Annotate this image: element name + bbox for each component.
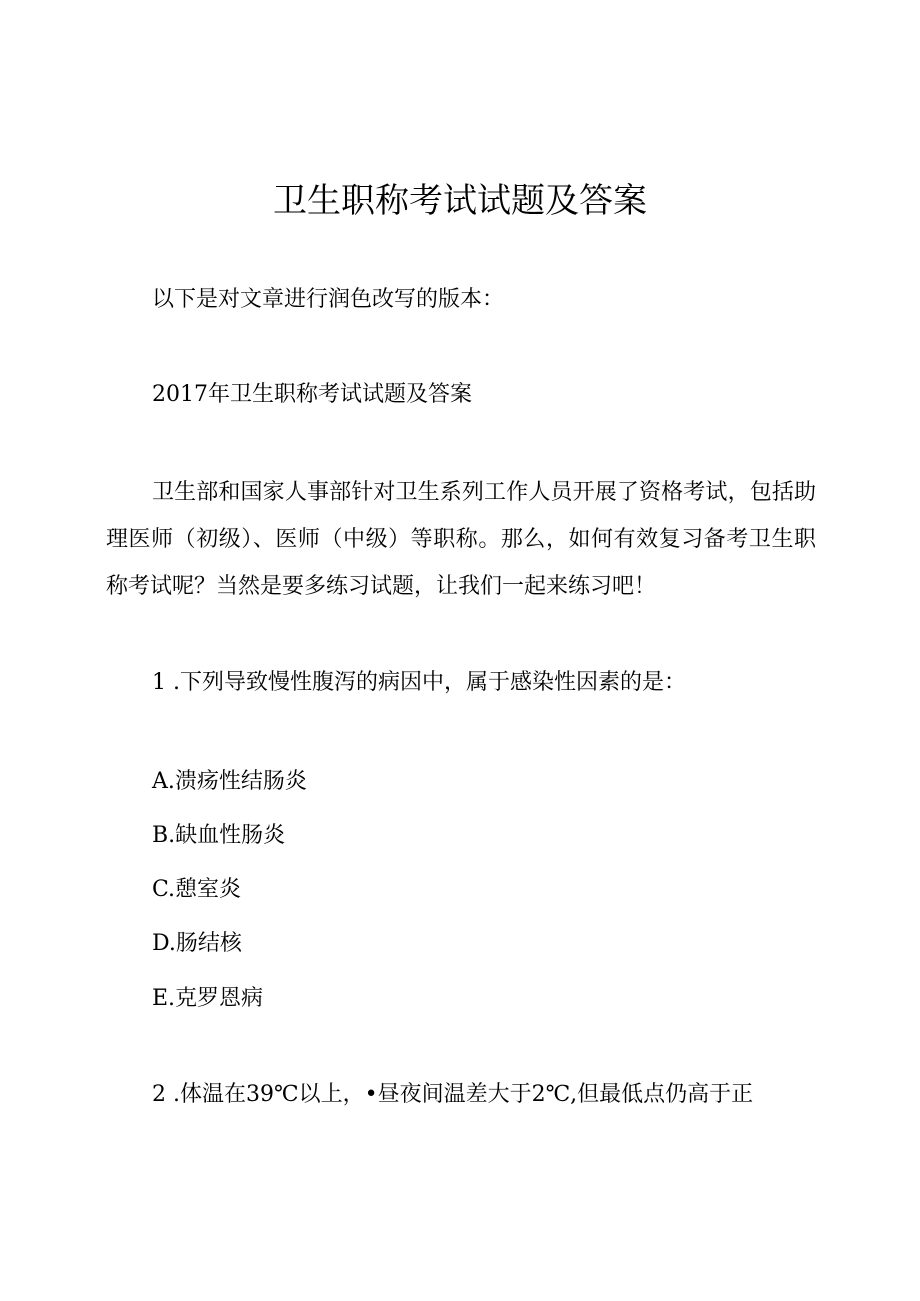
question-1-stem: 1 .下列导致慢性腹泻的病因中，属于感染性因素的是：: [152, 670, 686, 695]
intro-paragraph: 卫生部和国家人事部针对卫生系列工作人员开展了资格考试，包括助理医师（初级）、医师（中级）等职称。那么，如何有效复习备考卫生职称考试呢？当然是要多练习试题，让我们一起来练习吧！: [106, 480, 816, 599]
question-1-option-d: D.肠结核: [152, 931, 242, 956]
question-2-stem: 2 .体温在39℃以上，•昼夜间温差大于2℃,但最低点仍高于正: [152, 1082, 754, 1107]
question-1-option-a: A.溃疡性结肠炎: [152, 769, 307, 794]
subtitle-line: 2017年卫生职称考试试题及答案: [152, 382, 472, 407]
question-1-option-b: B.缺血性肠炎: [152, 823, 286, 848]
question-1-option-c: C.憩室炎: [152, 877, 242, 902]
intro-line: 以下是对文章进行润色改写的版本：: [152, 287, 505, 312]
document-title: 卫生职称考试试题及答案: [273, 181, 647, 221]
question-1-option-e: E.克罗恩病: [152, 986, 264, 1011]
